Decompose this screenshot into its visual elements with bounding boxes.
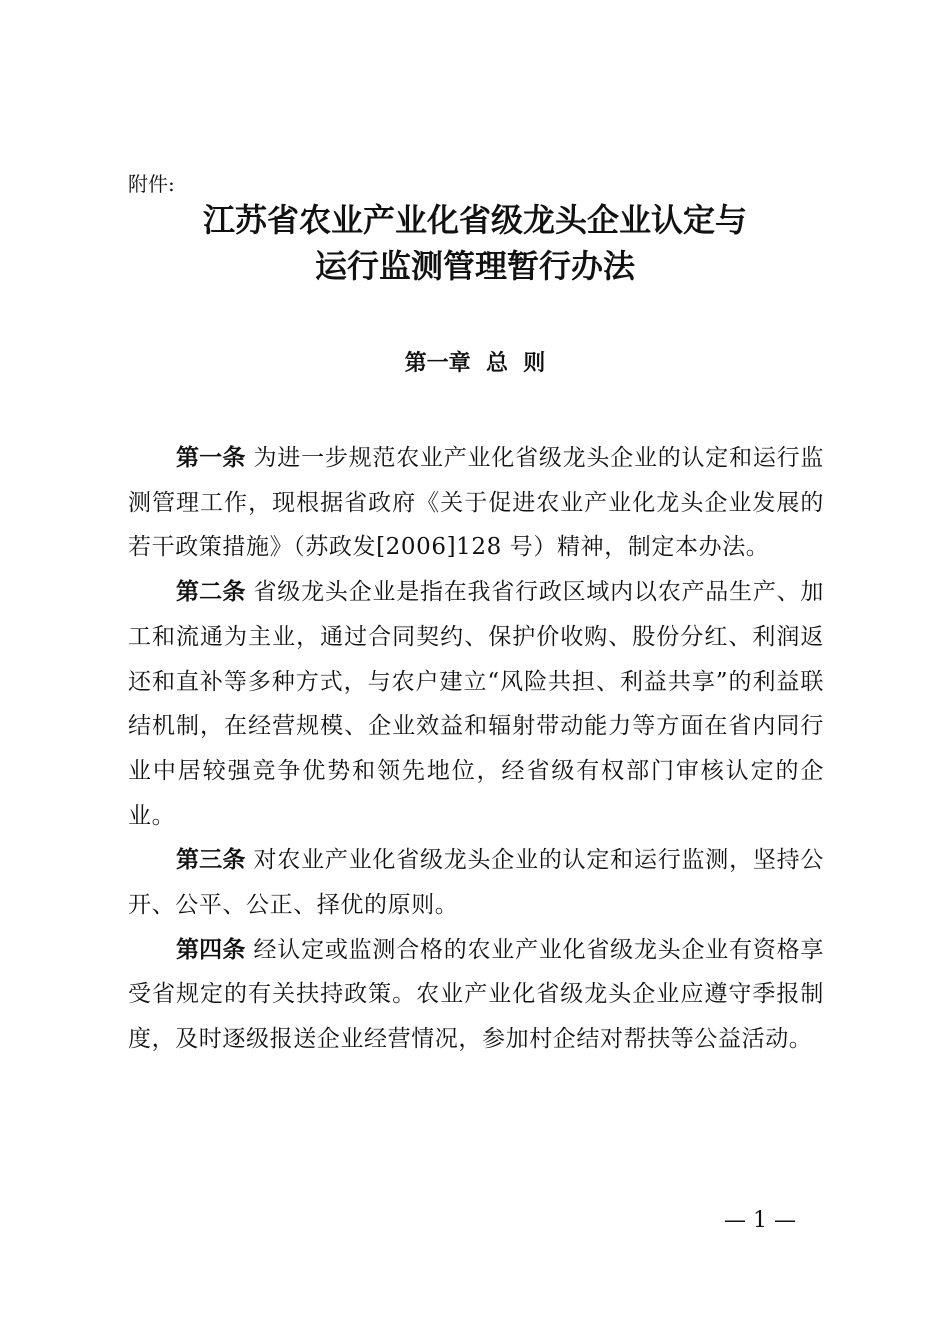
article-text: 省级龙头企业是指在我省行政区域内以农产品生产、加工和流通为主业，通过合同契约、保护价收购、股份分红、利润返还和直补等多种方式，与农户建立“风险共担、利益共享”的利益联结机制，在经营规模、企业效益和辐射带动能力等方面在省内同行业中居较强竞争优势和领先地位，经省级有权部门审核认定的企业。 [128, 579, 824, 829]
article-3 [128, 838, 824, 927]
article-2 [128, 570, 824, 838]
article-1 [128, 436, 824, 570]
document-title-line-2: 运行监测管理暂行办法 [314, 247, 635, 285]
article-4 [128, 928, 824, 1062]
article-number: 第三条 [176, 847, 246, 874]
document-title-line-1: 江苏省农业产业化省级龙头企业认定与 [202, 201, 747, 239]
article-number: 第四条 [176, 936, 246, 963]
attachment-label: 附件: [128, 172, 175, 196]
article-number: 第一条 [176, 445, 246, 471]
article-text: 对农业产业化省级龙头企业的认定和运行监测，坚持公开、公平、公正、择优的原则。 [128, 847, 824, 919]
article-number: 第二条 [176, 579, 246, 606]
article-text: 经认定或监测合格的农业产业化省级龙头企业有资格享受省规定的有关扶持政策。农业产业化省级龙头企业应遵守季报制度，及时逐级报送企业经营情况，参加村企结对帮扶等公益活动。 [128, 936, 824, 1053]
document-body [128, 436, 824, 1062]
article-text: 为进一步规范农业产业化省级龙头企业的认定和运行监测管理工作，现根据省政府《关于促进农业产业化龙头企业发展的若干政策措施》（苏政发[2006]128 号）精神，制定本办法。 [128, 445, 824, 561]
chapter-heading: 第一章 总 则 [404, 351, 546, 376]
page-number: — 1 — [724, 1208, 796, 1233]
